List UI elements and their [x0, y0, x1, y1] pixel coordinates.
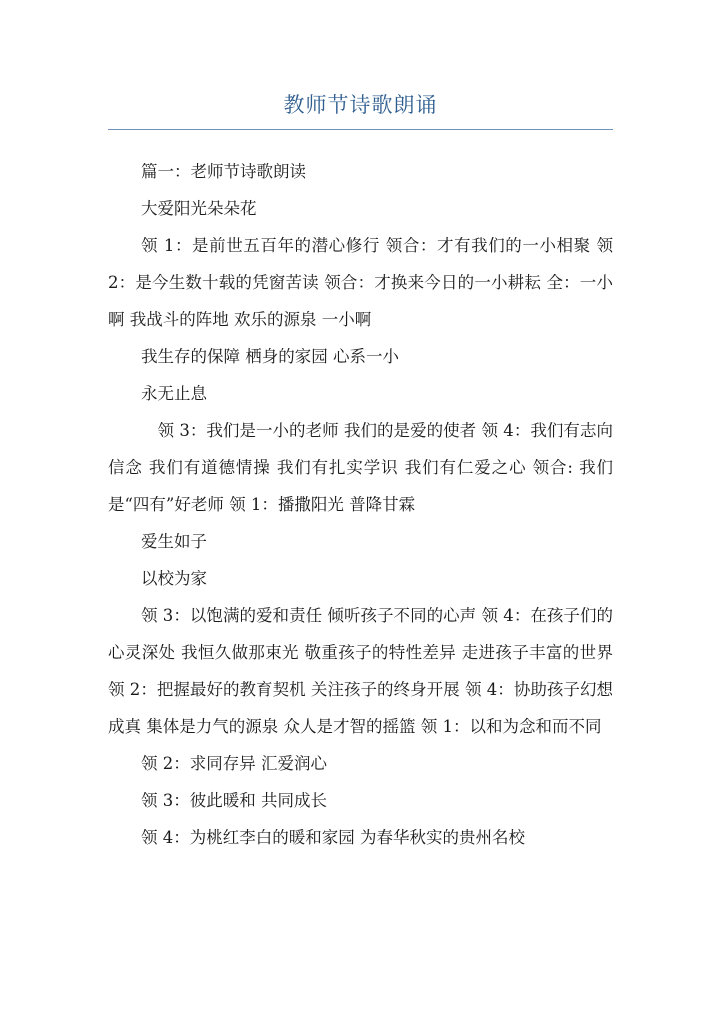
paragraph: 领 3：以饱满的爱和责任 倾听孩子不同的心声 领 4：在孩子们的心灵深处 我恒久做那束光 敬重孩子的特性差异 走进孩子丰富的世界 领 2：把握最好的教育契机 关注孩子的终身开展 领 4：协助孩子幻想成真 集体是力气的源泉 众人是才智的摇篮 领 1：以和为念和而不同 [108, 606, 613, 736]
paragraph: 领 3：我们是一小的老师 我们的是爱的使者 领 4：我们有志向信念 我们有道德情操 我们有扎实学识 我们有仁爱之心 领合: 我们是“四有”好老师 领 1：播撒阳光 普降甘霖 [108, 421, 613, 514]
paragraph: 以校为家 [141, 569, 207, 588]
paragraph: 领 4：为桃红李白的暖和家园 为春华秋实的贵州名校 [141, 828, 525, 847]
paragraph: 我生存的保障 栖身的家园 心系一小 [141, 347, 399, 366]
paragraph: 爱生如子 [141, 532, 207, 551]
paragraph: 领 3：彼此暖和 共同成长 [141, 791, 327, 810]
paragraph: 领 1：是前世五百年的潜心修行 领合：才有我们的一小相聚 领 2：是今生数十载的凭窗苦读 领合：才换来今日的一小耕耘 全：一小啊 我战斗的阵地 欢乐的源泉 一小啊 [108, 236, 613, 329]
paragraph: 永无止息 [141, 384, 207, 403]
title-divider [108, 129, 613, 130]
section-heading: 篇一：老师节诗歌朗读 [141, 162, 306, 181]
document-body [108, 153, 613, 856]
paragraph: 领 2：求同存异 汇爱润心 [141, 754, 327, 773]
document-title: 教师节诗歌朗诵 [283, 93, 438, 117]
poem-title: 大爱阳光朵朵花 [141, 199, 257, 218]
